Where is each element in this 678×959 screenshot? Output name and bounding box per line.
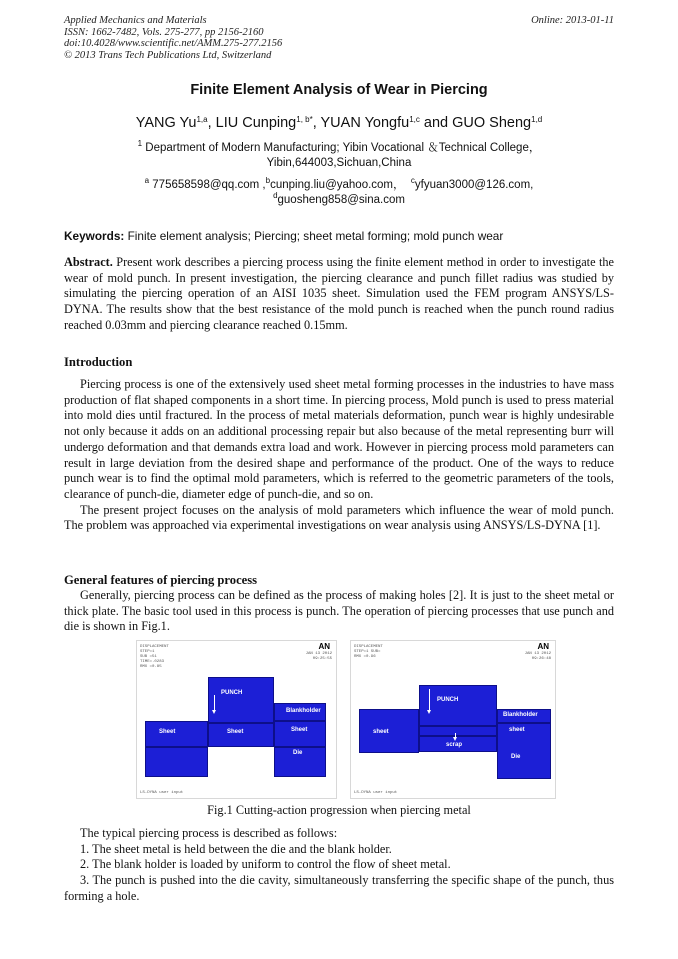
author-name: GUO Sheng [452,115,532,131]
fig-footer: LS-DYNA user input [140,791,184,795]
die-label: Die [293,750,303,756]
journal-header [64,15,282,61]
issn-line: ISSN: 1662-7482, Vols. 275-277, pp 2156-2160 [64,26,264,38]
blankholder-label: Blankholder [286,708,321,714]
fig-date: JAN 13 2012 09:26:48 [524,652,551,661]
author-name: LIU Cunping [215,115,297,131]
intro-paragraph: The present project focuses on the analysis of mold parameters which influence the wear of mold punch. The problem was approached via experimental investigations on wear analysis using ANSYS/LS-DYNA [1]. [64,502,614,533]
figure-panel-left [136,640,337,799]
author-sup: 1,d [531,115,543,124]
sheet-label: sheet [509,727,525,733]
email-c: yfyuan3000@126.com, [414,179,534,191]
keywords-text: Finite element analysis; Piercing; sheet metal forming; mold punch wear [124,229,504,243]
figure-caption: Fig.1 Cutting-action progression when piercing metal [207,803,471,817]
sheet-left-block [145,721,208,747]
punch-block [419,685,497,726]
email-sup: b [265,176,271,185]
email-b: cunping.liu@yahoo.com， [270,179,405,191]
email-sup: c [410,176,415,185]
doi-line: doi:10.4028/www.scientific.net/AMM.275-277.2156 [64,38,283,49]
punch-label: PUNCH [221,690,243,696]
step-item: 3. The punch is pushed into the die cavity, simultaneously transferring the specific shape of the punch, thus forming a hole. [64,873,614,903]
author-sep: and [419,115,453,131]
abstract-text: Present work describes a piercing process using the finite element method in order to investigate the wear of mold punch. In present investigation, the piercing clearance and punch fillet radius was studied by simulating the piercing operation of an AISI 1035 sheet. Simulation used the FEM program ANSYS/LS-DYNA. The results show that the best resistance of the mold punch is reached when the punch round radius reached 0.03mm and piercing clearance reached 0.15mm. [64,255,614,332]
punch-bottom-block [419,726,497,736]
email-block [40,178,638,208]
sheet-left-block [359,709,419,753]
email-sup: a [144,176,150,185]
author-sep: , [312,115,321,131]
author-name: YUAN Yongfu [320,115,410,131]
online-date: Online: 2013-01-11 [531,15,614,26]
paper-title: Finite Element Analysis of Wear in Piercing [190,82,488,98]
step-item: 2. The blank holder is loaded by uniform to control the flow of sheet metal. [80,857,451,872]
fig-date: JAN 13 2012 09:25:55 [305,652,332,661]
email-d: guosheng858@sina.com [277,194,405,206]
author-sup: 1,c [409,115,420,124]
intro-heading: Introduction [64,355,133,369]
affiliation [40,141,638,171]
ansys-logo: AN [537,642,549,651]
email-sup: d [273,191,278,200]
sheet-label: Sheet [291,727,308,733]
abstract-label: Abstract. [64,255,113,269]
author-list [0,115,678,131]
punch-block [208,677,274,723]
down-arrow-icon [214,695,215,711]
sheet-label: Sheet [159,729,176,735]
die-left-block [145,747,208,777]
down-arrow-icon [429,689,430,711]
step-item: 1. The sheet metal is held between the die and the blank holder. [80,841,392,856]
affiliation-line2: Yibin,644003,Sichuan,China [266,157,412,169]
down-arrow-icon [455,733,456,738]
author-sup: 1,a [196,115,208,124]
blankholder-label: Blankholder [503,712,538,718]
steps-body [64,826,614,905]
sheet-mid-block [208,723,274,747]
sheet-right-block [274,721,326,747]
figure-panel-right [350,640,556,799]
sheet-label: Sheet [227,729,244,735]
abstract [64,255,614,334]
author-name: YANG Yu [135,115,197,131]
author-sup: 1, b* [296,115,313,124]
sheet-label: sheet [373,729,389,735]
die-label: Die [511,754,521,760]
keywords [64,229,503,243]
email-a: 775658598@qq.com , [149,179,266,191]
intro-paragraph: Piercing process is one of the extensively used sheet metal forming processes in the industries to have mass production of flat shaped components in a short time. In piercing process, Mold punch is used to press material into mold dies until fractured. In the process of metal materials deformation, punch wear is highly undesirable not only because it adds on an additional processing repair but also because of the metal representing burr will undergo deformation and that demands extra load and work. However in piercing process mold parameters can result in large deviation from the desired shape and performance of the product. One of the ways to reduce punch wear is to find the optimal mold parameters, which is referred to the geometric parameters of the tools, clearance of punch-die, diameter edge of punch-die, and so on. [64,377,614,501]
author-sep: , [207,115,216,131]
intro-body [64,377,614,534]
general-heading: General features of piercing process [64,573,258,587]
copyright-line: © 2013 Trans Tech Publications Ltd, Switzerland [64,49,272,61]
ansys-logo: AN [318,642,330,651]
fig-meta: DISPLACEMENT STEP=1 SUB =51 TIME=.0283 RMX =0.85 [140,645,169,669]
general-body [64,588,614,635]
scrap-label: scrap [446,742,463,748]
steps-intro: The typical piercing process is described as follows: [80,826,338,840]
punch-label: PUNCH [437,697,459,703]
fig-footer: LS-DYNA user input [354,791,398,795]
general-paragraph: Generally, piercing process can be defined as the process of making holes [2]. It is just to the sheet metal or thick plate. The basic tool used in this process is punch. The operation of piercing processes that use punch and die is shown in Fig.1. [64,588,614,634]
fig-meta: DISPLACEMENT STEP=1 SUB= RMX =0.96 [354,645,383,659]
affiliation-line1: Department of Modern Manufacturing; Yibin Vocational ＆Technical College， [142,142,541,154]
journal-name: Applied Mechanics and Materials [64,15,207,26]
affiliation-sup: 1 [137,139,143,148]
keywords-label: Keywords: [64,229,125,243]
